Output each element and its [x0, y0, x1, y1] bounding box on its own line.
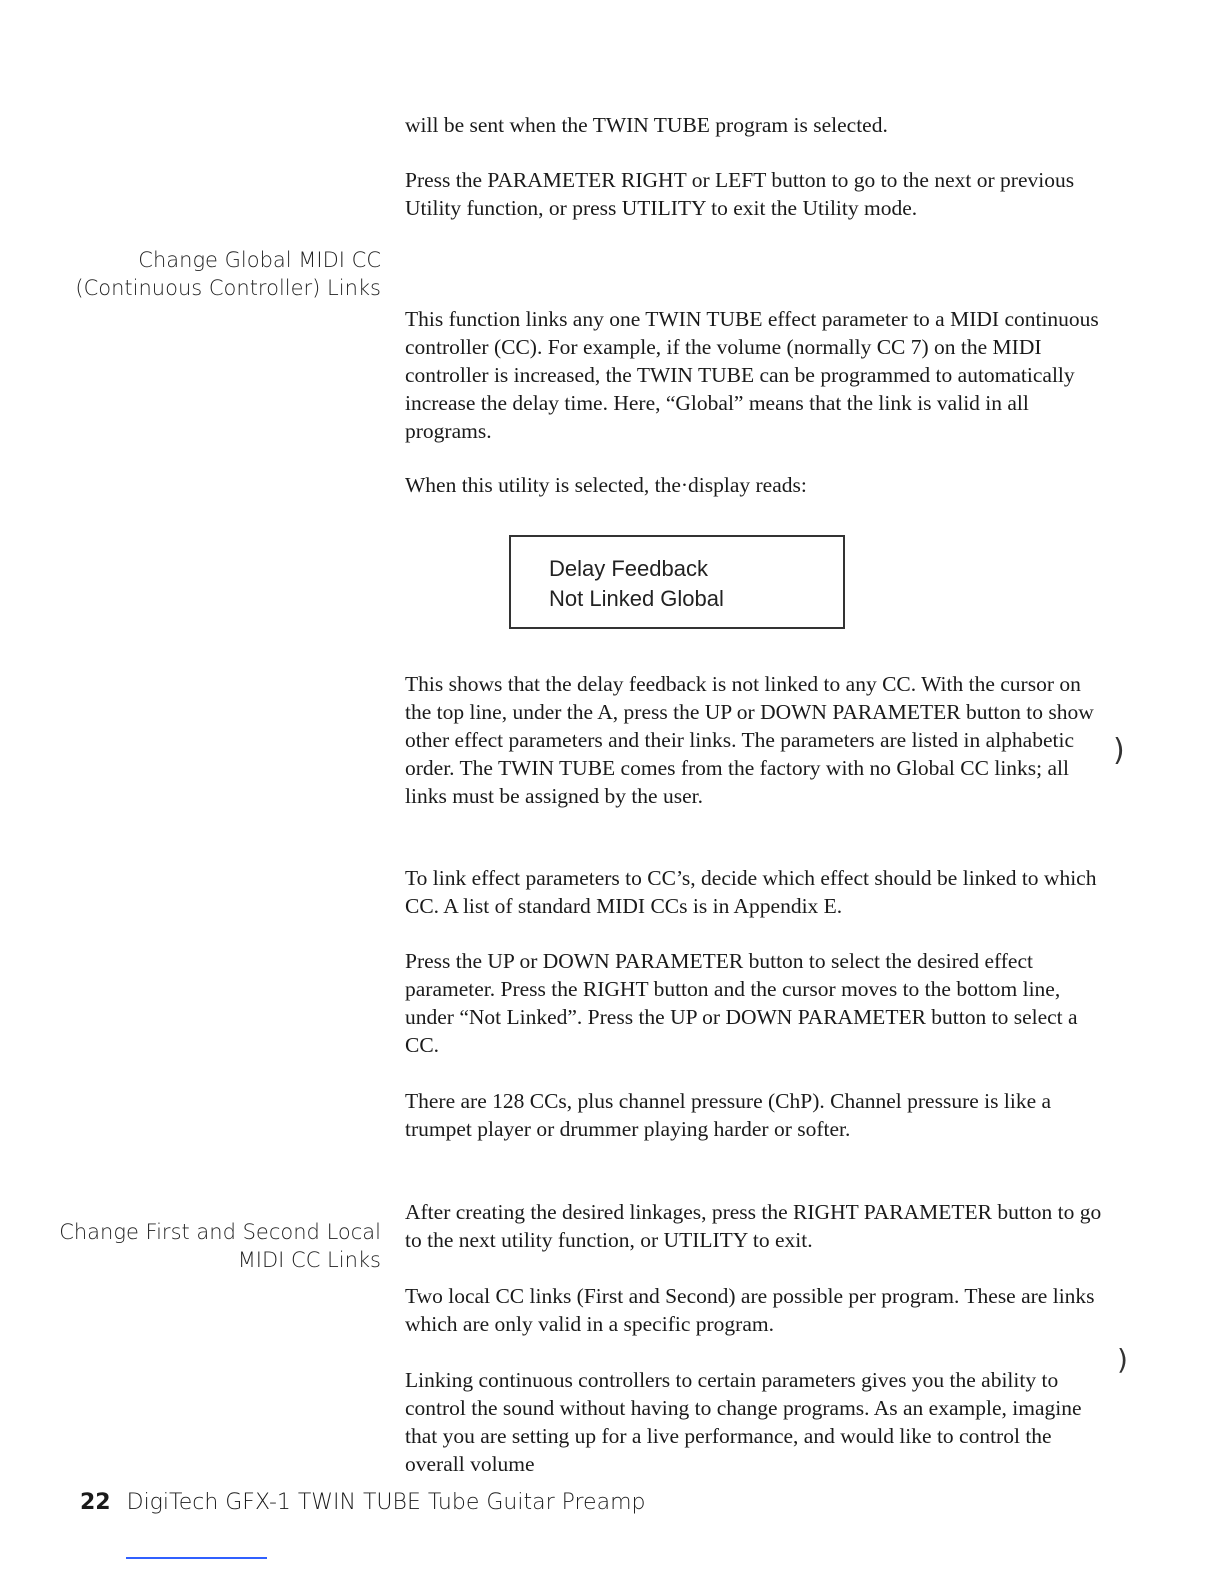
- paragraph-linking-controllers: Linking continuous controllers to certain parameters gives you the ability to control the sound without having to change programs. As an example, imagine that you are setting up for a live performance, and would like to control the overall volume: [405, 1368, 1082, 1476]
- paragraph-parameter-navigation: Press the PARAMETER RIGHT or LEFT button to go to the next or previous Utility function, or press UTILITY to exit the Utility mode.: [405, 168, 1075, 220]
- paragraph-link-parameters: To link effect parameters to CC’s, decide which effect should be linked to which CC. A list of standard MIDI CCs is in Appendix E.: [405, 866, 1097, 918]
- paragraph-display-reads: When this utility is selected, the·display reads:: [405, 473, 807, 497]
- paragraph-select-parameter: Press the UP or DOWN PARAMETER button to select the desired effect parameter. Press the RIGHT button and the cursor moves to the bottom line, under “Not Linked”. Press the UP or DOWN PARAMETER button to select a CC.: [405, 949, 1078, 1057]
- heading-local-midi-cc-links: Change First and Second Local MIDI CC Links: [59, 1220, 381, 1272]
- scan-mark-bracket-icon: ): [1113, 733, 1125, 768]
- lcd-line-link-status: Not Linked Global: [549, 586, 724, 611]
- scan-mark-squiggle-icon: ): [1117, 1343, 1128, 1376]
- paragraph-after-linkages: After creating the desired linkages, press the RIGHT PARAMETER button to go to the next utility function, or UTILITY to exit.: [405, 1200, 1102, 1252]
- paragraph-channel-pressure: There are 128 CCs, plus channel pressure (ChP). Channel pressure is like a trumpet player or drummer playing harder or softer.: [405, 1089, 1052, 1141]
- lcd-display: [509, 535, 845, 629]
- lcd-line-parameter: Delay Feedback: [549, 556, 708, 581]
- footer-rule: [126, 1557, 267, 1559]
- paragraph-local-cc-links: Two local CC links (First and Second) are possible per program. These are links which are only valid in a specific program.: [405, 1284, 1095, 1336]
- page-number: 22: [80, 1490, 111, 1515]
- page-footer: [80, 1490, 645, 1515]
- paragraph-program-selected: will be sent when the TWIN TUBE program is selected.: [405, 113, 888, 137]
- paragraph-global-cc-description: This function links any one TWIN TUBE effect parameter to a MIDI continuous controller (CC). For example, if the volume (normally CC 7) on the MIDI controller is increased, the TWIN TUBE can be programmed to automatically increase the delay time. Here, “Global” means that the link is valid in all programs.: [405, 307, 1099, 443]
- footer-title: DigiTech GFX-1 TWIN TUBE Tube Guitar Preamp: [126, 1490, 646, 1515]
- heading-global-midi-cc-links: Change Global MIDI CC (Continuous Controller) Links: [75, 248, 381, 300]
- paragraph-delay-feedback-not-linked: This shows that the delay feedback is not linked to any CC. With the cursor on the top line, under the A, press the UP or DOWN PARAMETER button to show other effect parameters and their links. The parameters are listed in alphabetic order. The TWIN TUBE comes from the factory with no Global CC links; all links must be assigned by the user.: [405, 672, 1094, 808]
